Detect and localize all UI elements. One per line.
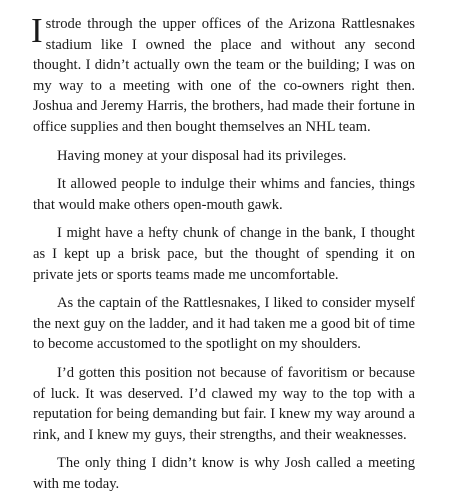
paragraph-5: As the captain of the Rattlesnakes, I liked to consider myself the next guy on the ladder, and it had taken me a good bit of time to become accustomed to the spotlight on my shoulders. bbox=[33, 295, 415, 353]
paragraph-7: The only thing I didn’t know is why Josh called a meeting with me today. bbox=[33, 455, 415, 492]
drop-cap: I bbox=[31, 11, 43, 50]
paragraph-1-text: strode through the upper offices of the Arizona Rattlesnakes stadium like I owned the place and without any second thought. I didn’t actually own the team or the building; I was on my way to a meeting with one of the co-owners right then. Joshua and Jeremy Harris, the brothers, had made their fortune in office supplies and then bought themselves an NHL team. bbox=[33, 16, 415, 135]
paragraph-6: I’d gotten this position not because of favoritism or because of luck. It was deserved. I’d clawed my way to the top with a reputation for being demanding but fair. I knew my way around a rink, and I knew my guys, their strengths, and their weaknesses. bbox=[33, 364, 415, 443]
paragraph-3: It allowed people to indulge their whims and fancies, things that would make others open-mouth gawk. bbox=[33, 176, 415, 213]
paragraph-4: I might have a hefty chunk of change in the bank, I thought as I kept up a brisk pace, but the thought of spending it on private jets or sports teams made me uncomfortable. bbox=[33, 225, 415, 283]
book-page bbox=[31, 11, 415, 502]
paragraph-2: Having money at your disposal had its privileges. bbox=[57, 147, 347, 164]
paragraph-1 bbox=[31, 11, 415, 138]
